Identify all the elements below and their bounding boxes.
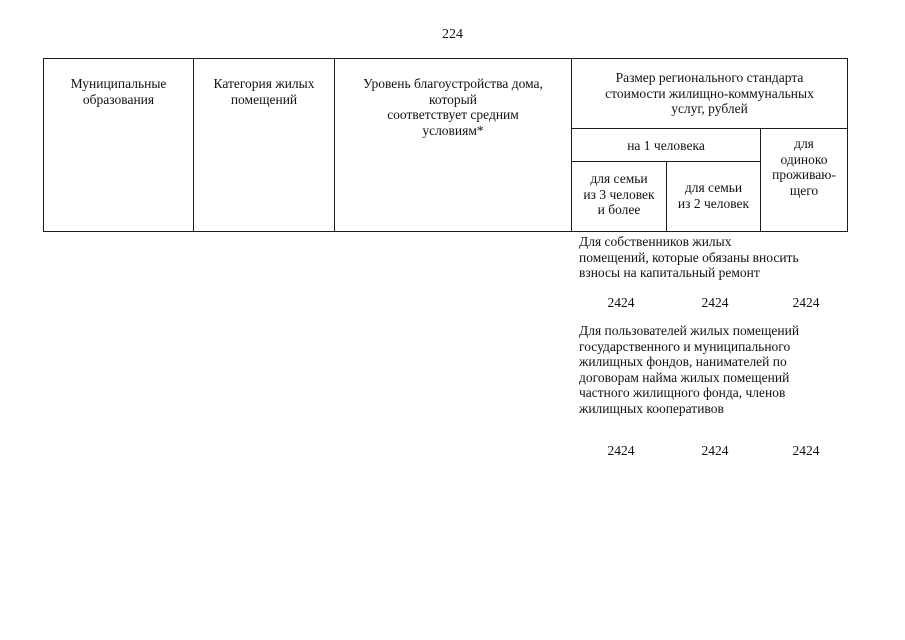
table-border-right — [847, 58, 848, 232]
divider-h2 — [571, 161, 761, 162]
header-municipal: Муниципальные образования — [70, 76, 167, 107]
table-border-bottom — [43, 231, 848, 232]
section-tenants-value-family-3: 2424 — [607, 443, 635, 458]
header-category: Категория жилых помещений — [213, 76, 315, 107]
header-per-person: на 1 человека — [627, 138, 705, 153]
section-owners-value-family-2: 2424 — [701, 295, 729, 310]
table-header — [43, 58, 848, 232]
header-single: для одиноко проживаю- щего — [772, 136, 836, 198]
header-level: Уровень благоустройства дома, который соответствует средним условиям* — [363, 76, 543, 138]
section-owners-value-family-3: 2424 — [607, 295, 635, 310]
table-border-top — [43, 58, 848, 59]
section-tenants-title: Для пользователей жилых помещений государственного и муниципального жилищных фондов, нанимателей по договорам найма жилых помещений частного жилищного фонда, членов жилищных кооперативов — [579, 323, 800, 416]
section-owners-title: Для собственников жилых помещений, которые обязаны вносить взносы на капитальный ремонт — [579, 234, 799, 280]
section-tenants-value-family-2: 2424 — [701, 443, 729, 458]
section-tenants-value-single: 2424 — [792, 443, 820, 458]
page-number: 224 — [442, 27, 463, 42]
section-owners-value-single: 2424 — [792, 295, 820, 310]
divider-h1 — [571, 128, 848, 129]
header-family-3: для семьи из 3 человек и более — [583, 171, 655, 217]
header-family-2: для семьи из 2 человек — [677, 180, 750, 211]
header-size: Размер регионального стандарта стоимости жилищно-коммунальных услуг, рублей — [605, 70, 814, 116]
